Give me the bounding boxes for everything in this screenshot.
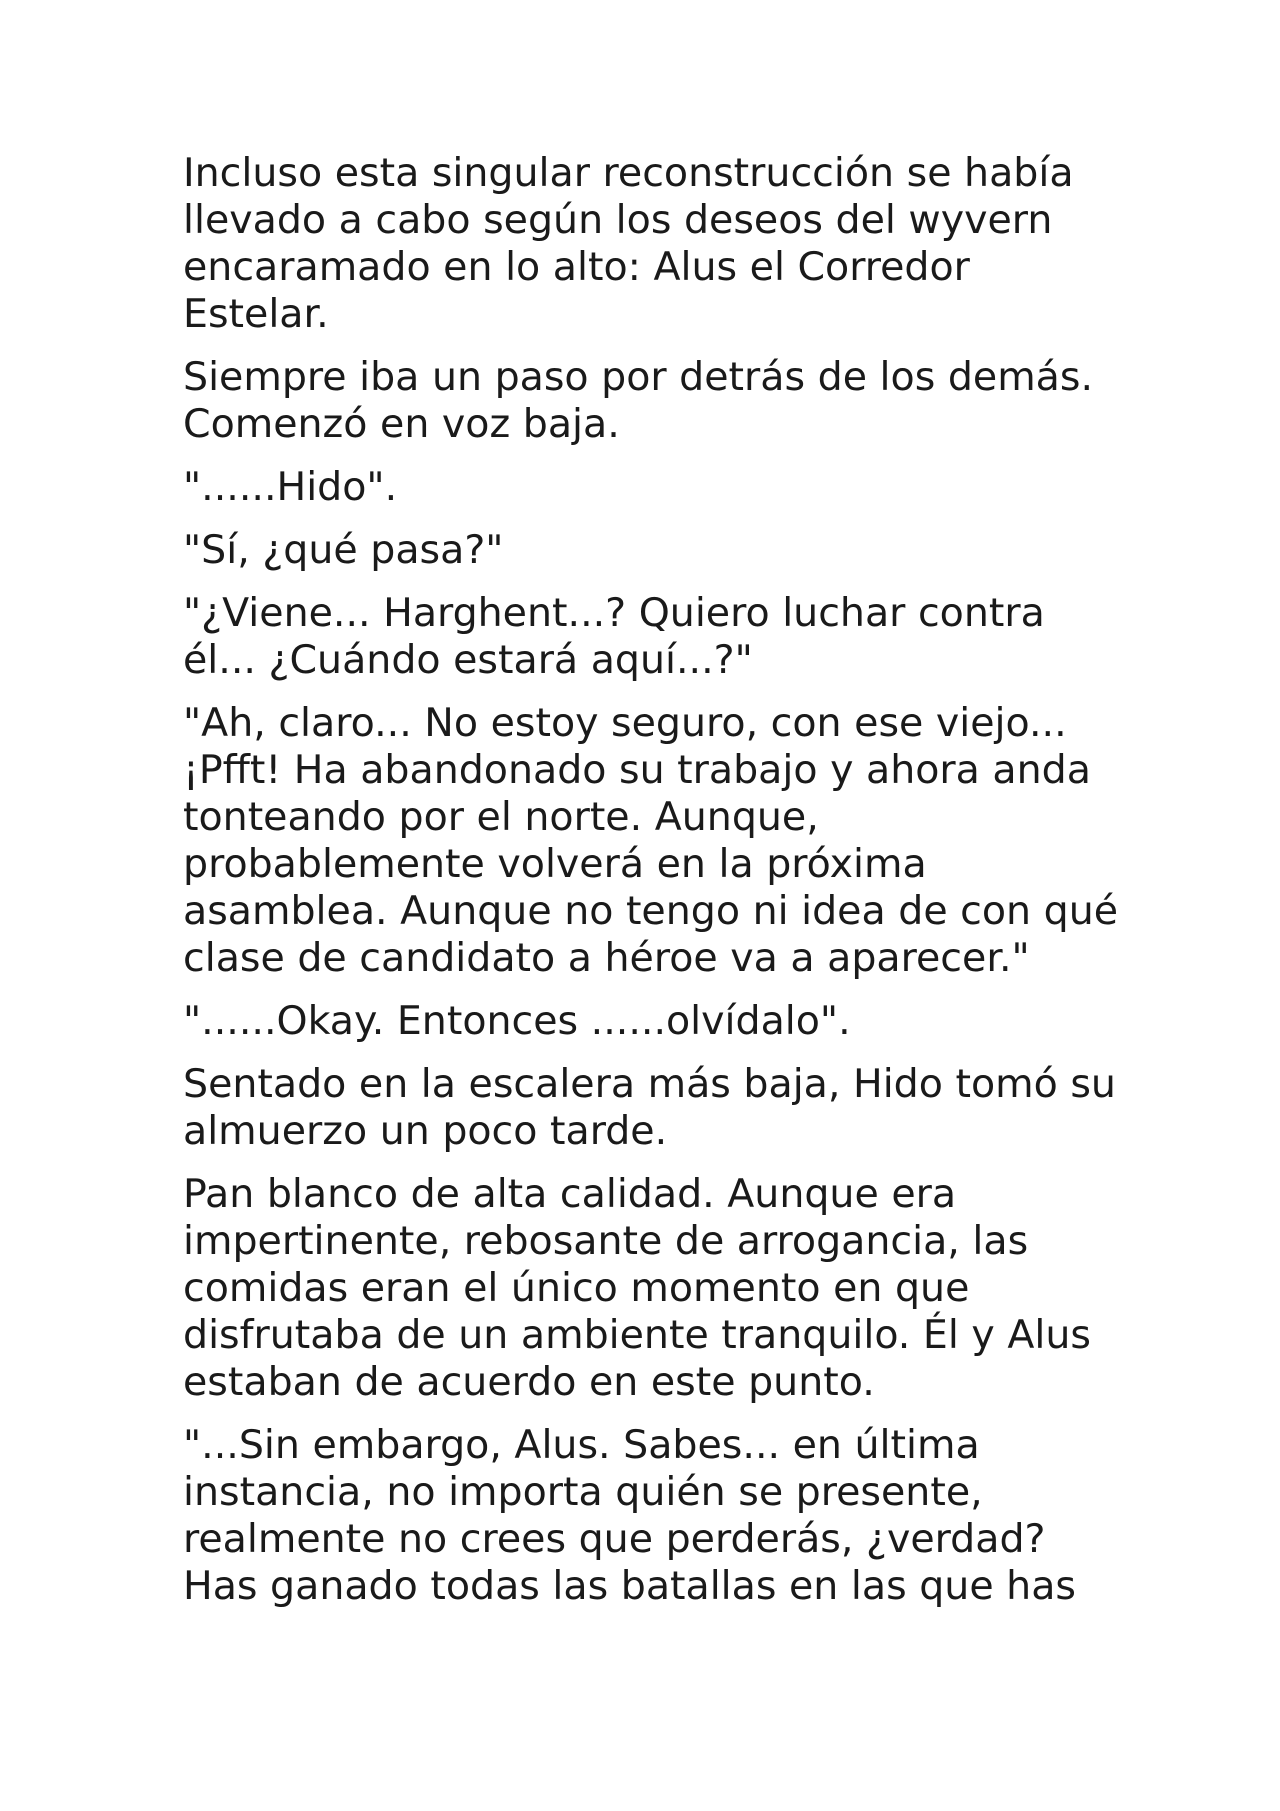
paragraph-5: "¿Viene... Harghent...? Quiero luchar contra él... ¿Cuándo estará aquí...?" — [183, 590, 1045, 683]
paragraph-8: Sentado en la escalera más baja, Hido tomó su almuerzo un poco tarde. — [183, 1061, 1116, 1154]
paragraph-4: "Sí, ¿qué pasa?" — [183, 527, 504, 573]
paragraph-1: Incluso esta singular reconstrucción se había llevado a cabo según los deseos del wyvern encaramado en lo alto: Alus el Corredor Estelar. — [183, 150, 1074, 337]
paragraph-9: Pan blanco de alta calidad. Aunque era impertinente, rebosante de arrogancia, las comidas eran el único momento en que disfrutaba de un ambiente tranquilo. Él y Alus estaban de acuerdo en este punto. — [183, 1171, 1091, 1405]
paragraph-2: Siempre iba un paso por detrás de los demás. Comenzó en voz baja. — [183, 354, 1094, 447]
paragraph-6: "Ah, claro... No estoy seguro, con ese viejo... ¡Pfft! Ha abandonado su trabajo y ahora anda tonteando por el norte. Aunque, probablemente volverá en la próxima asamblea. Aunque no tengo ni idea de con qué clase de candidato a héroe va a aparecer." — [183, 700, 1119, 981]
paragraph-10: "...Sin embargo, Alus. Sabes... en última instancia, no importa quién se presente, realmente no crees que perderás, ¿verdad? Has ganado todas las batallas en las que has — [183, 1422, 1076, 1609]
paragraph-7: "......Okay. Entonces ......olvídalo". — [183, 998, 851, 1044]
paragraph-3: "......Hido". — [183, 464, 398, 510]
page-body — [183, 150, 1123, 1626]
